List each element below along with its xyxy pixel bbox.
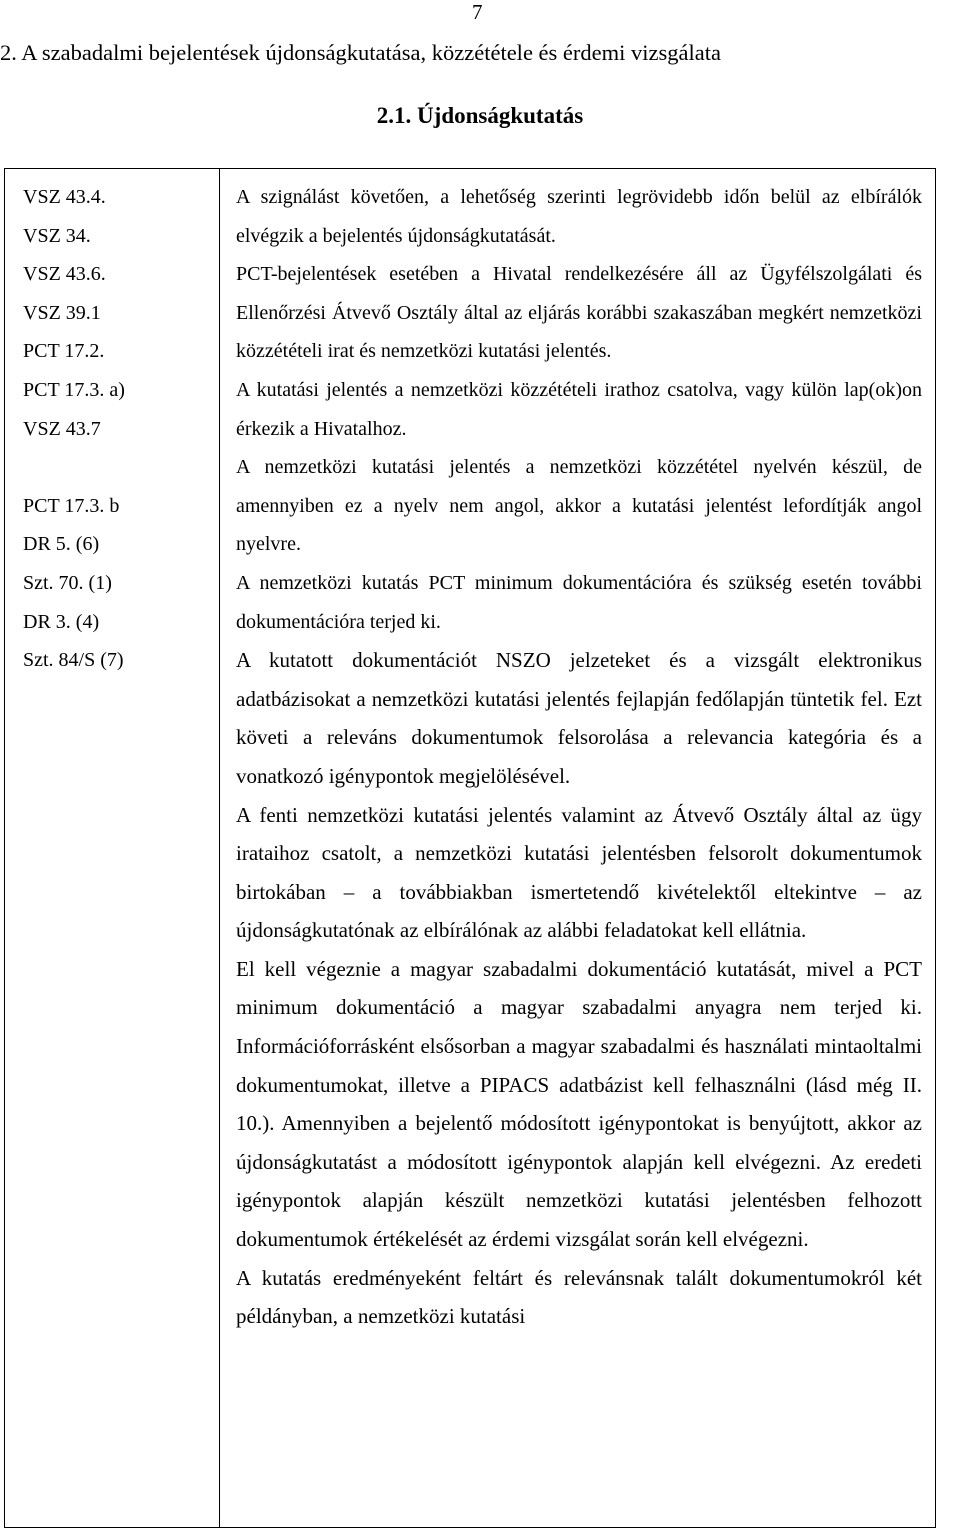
reference-item: VSZ 39.1 — [23, 301, 101, 324]
reference-item: DR 5. (6) — [23, 533, 100, 556]
reference-item: VSZ 43.7 — [23, 417, 101, 440]
paragraph: A fenti nemzetközi kutatási jelentés valamint az Átvevő Osztály által az ügy irataihoz csatolt, a nemzetközi kutatási jelentésben felsorolt dokumentumok birtokában – a továbbiakban ismertetendő kivételektől eltekintve – az újdonságkutatónak az elbírálónak az alábbi feladatokat kell ellátnia. — [236, 802, 922, 943]
paragraph: A kutatás eredményeként feltárt és relevánsnak talált dokumentumokról két példányban, a nemzetközi kutatási — [236, 1265, 922, 1329]
section-title: 2.1. Újdonságkutatás — [376, 103, 584, 128]
reference-item: Szt. 70. (1) — [23, 571, 112, 594]
reference-item: DR 3. (4) — [23, 610, 100, 633]
reference-item: Szt. 84/S (7) — [23, 649, 124, 672]
paragraph: A szignálást követően, a lehetőség szerinti legrövidebb időn belül az elbírálók elvégzik a bejelentés újdonságkutatását. — [236, 186, 922, 247]
table-row — [5, 169, 936, 1528]
reference-item: VSZ 34. — [23, 224, 91, 247]
content-table — [4, 168, 936, 1528]
page-number: 7 — [472, 0, 483, 24]
paragraph: A kutatási jelentés a nemzetközi közzétételi irathoz csatolva, vagy külön lap(ok)on érkezik a Hivatalhoz. — [236, 378, 922, 440]
paragraph: A nemzetközi kutatás PCT minimum dokumentációra és szükség esetén további dokumentációra terjed ki. — [236, 571, 922, 633]
text-column — [220, 169, 936, 1528]
reference-column — [5, 169, 220, 1528]
reference-item: PCT 17.2. — [23, 340, 105, 363]
reference-item: PCT 17.3. a) — [23, 378, 125, 401]
chapter-title: 2. A szabadalmi bejelentések újdonságkutatása, közzététele és érdemi vizsgálata — [0, 40, 721, 65]
paragraph: PCT-bejelentések esetében a Hivatal rendelkezésére áll az Ügyfélszolgálati és Ellenőrzési Átvevő Osztály által az eljárás korábbi szakaszában megkért nemzetközi közzétételi irat és nemzetközi kutatási jelentés. — [236, 263, 922, 363]
text-content — [220, 169, 935, 1336]
reference-list — [5, 169, 219, 680]
paragraph: A nemzetközi kutatási jelentés a nemzetközi közzététel nyelvén készül, de amennyiben ez a nyelv nem angol, akkor a kutatási jelentést lefordítják angol nyelvre. — [236, 456, 922, 556]
reference-item: PCT 17.3. b — [23, 494, 120, 517]
paragraph: El kell végeznie a magyar szabadalmi dokumentáció kutatását, mivel a PCT minimum dokumentáció a magyar szabadalmi anyagra nem terjed ki. Információforrásként elsősorban a magyar szabadalmi és használati mintaoltalmi dokumentumokat, illetve a PIPACS adatbázist kell felhasználni (lásd még II. 10.). Amennyiben a bejelentő módosított igénypontokat is benyújtott, akkor az újdonságkutatást a módosított igénypontok alapján kell elvégezni. Az eredeti igénypontok alapján készült nemzetközi kutatási jelentésben felhozott dokumentumok értékelését az érdemi vizsgálat során kell elvégezni. — [236, 956, 922, 1252]
paragraph: A kutatott dokumentációt NSZO jelzeteket és a vizsgált elektronikus adatbázisokat a nemzetközi kutatási jelentés fejlapján fedőlapján tüntetik fel. Ezt követi a releváns dokumentumok felsorolása a relevancia kategória és a vonatkozó igénypontok megjelölésével. — [236, 648, 922, 788]
reference-spacer — [23, 448, 219, 487]
reference-item: VSZ 43.4. — [23, 186, 106, 208]
reference-item: VSZ 43.6. — [23, 263, 106, 286]
